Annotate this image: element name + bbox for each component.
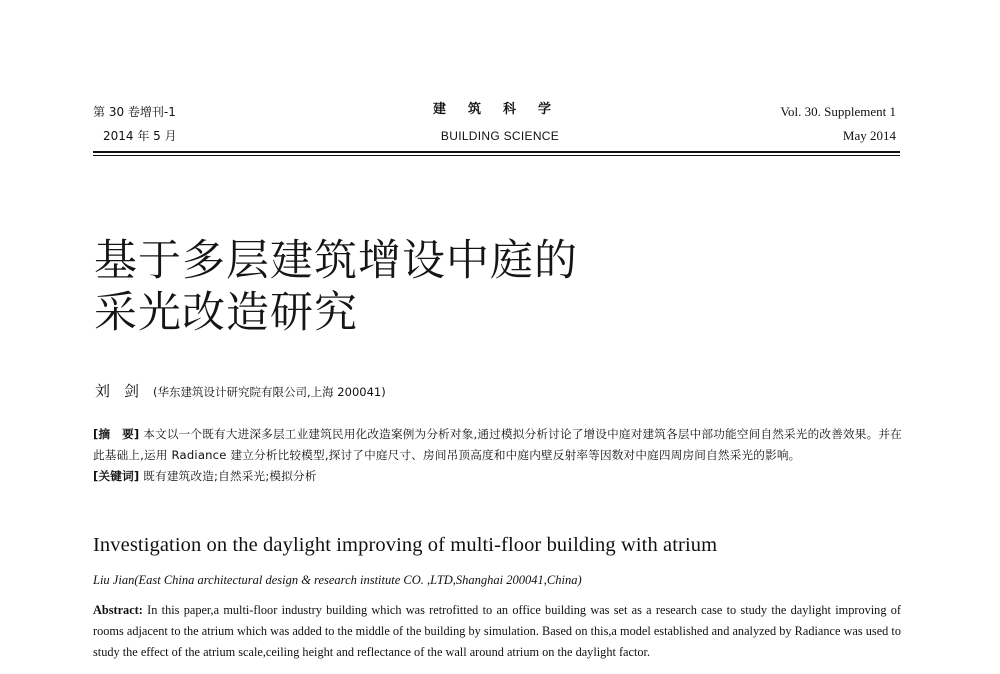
header-rule-thin: [93, 155, 900, 156]
keywords-zh: [93, 466, 905, 487]
keywords-zh-text: 既有建筑改造;自然采光;模拟分析: [143, 469, 317, 483]
article-title-en: Investigation on the daylight improving of multi-floor building with atrium: [93, 534, 718, 556]
abstract-en: [93, 600, 901, 663]
volume-zh: 第 30 卷增刊-1: [93, 105, 176, 119]
title-zh-line-2: 采光改造研究: [94, 288, 358, 338]
abstract-en-text: In this paper,a multi-floor industry building which was retrofitted to an office building was set as a research case to study the daylight improving of rooms adjacent to the atrium which was added to the middle of the building by simulation. Based on this,a model established and analyzed by Radiance was used to study the effect of the atrium scale,ceiling height and reflectance of the wall around atrium on the daylight factor.: [93, 603, 901, 659]
title-zh-line-1: 基于多层建筑增设中庭的: [94, 236, 578, 286]
date-zh: 2014 年 5 月: [103, 129, 177, 143]
abstract-en-label: Abstract:: [93, 603, 143, 617]
abstract-zh-label: [摘 要]: [93, 427, 140, 441]
author-line-en: Liu Jian(East China architectural design & research institute CO. ,LTD,Shanghai 200041,China): [93, 573, 582, 587]
header-rule-thick: [93, 151, 900, 153]
author-name-zh: 刘剑: [95, 382, 154, 400]
volume-en: Vol. 30. Supplement 1: [780, 104, 896, 119]
abstract-zh-block: [93, 424, 905, 487]
article-title-zh: [94, 235, 578, 339]
date-en: May 2014: [842, 128, 896, 143]
abstract-zh-text: 本文以一个既有大进深多层工业建筑民用化改造案例为分析对象,通过模拟分析讨论了增设中庭对建筑各层中部功能空间自然采光的改善效果。并在此基础上,运用 Radiance 建立分析比较模型,探讨了中庭尺寸、房间吊顶高度和中庭内壁反射率等因数对中庭四周房间自然采光的影响。: [93, 427, 902, 462]
affiliation-zh: (华东建筑设计研究院有限公司,上海 200041): [153, 385, 386, 399]
keywords-zh-label: [关键词]: [93, 469, 140, 483]
abstract-zh: [93, 424, 905, 466]
journal-name-zh: 建筑科学: [432, 102, 573, 117]
journal-name-en: BUILDING SCIENCE: [440, 129, 560, 143]
author-line-zh: [95, 380, 386, 401]
